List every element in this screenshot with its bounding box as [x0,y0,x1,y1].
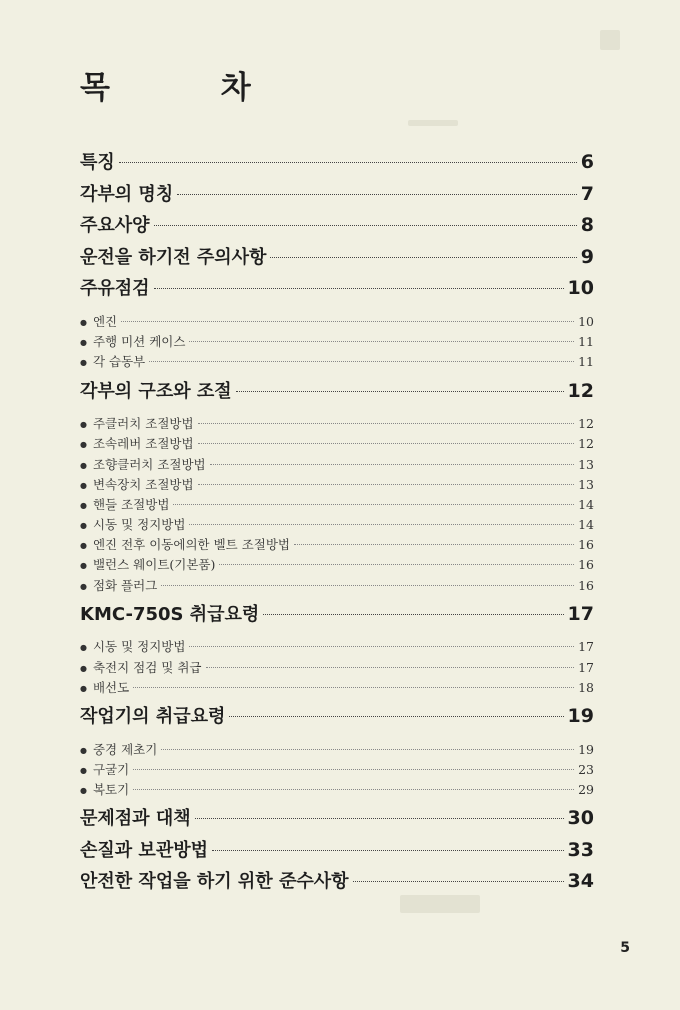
toc-subentry[interactable] [80,555,594,575]
toc-entry-label: 주요사양 [80,215,150,237]
toc-entry-label: 작업기의 취급요령 [80,705,226,727]
toc-entry-page: 19 [578,741,594,757]
toc-entry-page: 30 [567,807,594,830]
toc-entry-label: ● 엔진 [80,312,117,330]
toc-entry-label: ● 주행 미션 케이스 [80,332,185,350]
toc-entry-page: 12 [578,416,594,432]
toc-entry-page: 16 [578,557,594,573]
toc-entry[interactable] [80,148,594,180]
toc-entry-page: 14 [578,517,594,533]
toc-entry-label: ● 밸런스 웨이트(기본품) [80,555,215,573]
dot-leader [294,544,574,545]
toc-subentry[interactable] [80,678,594,698]
dot-leader [189,646,574,647]
toc-entry[interactable] [80,377,594,409]
dot-leader [154,225,577,226]
toc-subentry[interactable] [80,535,594,555]
toc-subentry[interactable] [80,515,594,535]
dot-leader [212,850,564,851]
toc-subentry[interactable] [80,637,594,657]
toc-entry[interactable] [80,243,594,275]
toc-entry-label: ● 엔진 전후 이동에의한 벨트 조절방법 [80,535,290,553]
toc-entry-page: 33 [567,838,594,861]
toc-entry[interactable] [80,867,594,899]
toc-subentry[interactable] [80,780,594,800]
toc-entry-page: 13 [578,456,594,472]
toc-entry[interactable] [80,804,594,836]
toc-entry-label: ● 중경 제초기 [80,740,157,758]
toc-subentry[interactable] [80,434,594,454]
paper-speck [600,30,620,50]
toc-entry-page: 10 [567,277,594,300]
dot-leader [189,341,574,342]
toc-entry-label: ● 조향클러치 조절방법 [80,455,206,473]
page-title: 목 차 [80,70,301,106]
toc-entry-label: 운전을 하기전 주의사항 [80,246,267,268]
toc-entry-page: 34 [567,870,594,893]
toc-subentry[interactable] [80,740,594,760]
toc-entry-page: 16 [578,577,594,593]
dot-leader [154,288,564,289]
toc-entry-page: 17 [578,659,594,675]
toc-subentry[interactable] [80,495,594,515]
dot-leader [195,818,564,819]
dot-leader [198,423,575,424]
toc-entry-label: ● 조속레버 조절방법 [80,434,194,452]
toc-entry-page: 23 [578,761,594,777]
toc-entry-label: KMC-750S 취급요령 [80,603,260,625]
page-number: 5 [620,940,630,956]
toc-entry-page: 14 [578,496,594,512]
toc-subentry[interactable] [80,312,594,332]
dot-leader [198,443,575,444]
dot-leader [206,667,575,668]
toc-subentry[interactable] [80,352,594,372]
toc-entry[interactable] [80,211,594,243]
toc-entry-page: 17 [578,639,594,655]
toc-entry-page: 11 [578,354,594,370]
toc-entry-label: 안전한 작업을 하기 위한 준수사항 [80,871,349,893]
toc-entry-page: 10 [578,313,594,329]
toc-entry[interactable] [80,180,594,212]
dot-leader [263,614,563,615]
toc-entry-page: 16 [578,537,594,553]
toc-entry[interactable] [80,600,594,632]
toc-entry-page: 12 [578,436,594,452]
toc-entry-page: 29 [578,781,594,797]
table-of-contents [80,148,594,899]
toc-entry-label: ● 구굴기 [80,760,129,778]
toc-subentry[interactable] [80,414,594,434]
dot-leader [229,716,563,717]
dot-leader [119,162,577,163]
toc-entry-page: 19 [567,704,594,727]
toc-entry-label: ● 축전지 점검 및 취급 [80,658,202,676]
toc-entry-page: 9 [580,245,594,268]
dot-leader [121,321,574,322]
toc-subentry[interactable] [80,475,594,495]
dot-leader [353,881,564,882]
dot-leader [133,687,574,688]
dot-leader [173,504,574,505]
toc-entry-label: ● 점화 플러그 [80,576,157,594]
toc-entry-page: 13 [578,476,594,492]
toc-entry[interactable] [80,274,594,306]
toc-entry-label: ● 변속장치 조절방법 [80,475,194,493]
toc-entry-label: ● 각 습동부 [80,352,145,370]
dot-leader [219,564,574,565]
paper-speck [408,120,458,126]
dot-leader [198,484,575,485]
toc-entry-label: 각부의 명칭 [80,183,174,205]
toc-entry-label: 문제점과 대책 [80,808,191,830]
dot-leader [177,194,577,195]
toc-entry-page: 12 [567,379,594,402]
dot-leader [210,464,574,465]
dot-leader [133,769,574,770]
toc-entry-page: 11 [578,334,594,350]
toc-entry[interactable] [80,836,594,868]
dot-leader [161,585,574,586]
toc-entry-label: 주유점검 [80,278,150,300]
toc-subentry[interactable] [80,332,594,352]
toc-entry-label: ● 배선도 [80,678,129,696]
dot-leader [133,789,574,790]
dot-leader [189,524,574,525]
toc-entry-label: 특징 [80,152,115,173]
toc-entry-label: ● 시동 및 정지방법 [80,515,185,533]
toc-subentry[interactable] [80,576,594,596]
toc-entry[interactable] [80,702,594,734]
dot-leader [236,391,564,392]
toc-entry-label: 손질과 보관방법 [80,839,208,861]
toc-entry-page: 8 [580,214,594,237]
toc-entry-page: 17 [567,602,594,625]
dot-leader [149,361,574,362]
toc-entry-label: ● 시동 및 정지방법 [80,637,185,655]
toc-subentry[interactable] [80,658,594,678]
toc-entry-label: 각부의 구조와 조절 [80,380,232,402]
toc-entry-label: ● 복토기 [80,780,129,798]
dot-leader [270,257,576,258]
toc-entry-page: 6 [580,151,594,173]
toc-entry-page: 18 [578,679,594,695]
toc-entry-page: 7 [580,182,594,205]
toc-subentry[interactable] [80,455,594,475]
toc-entry-label: ● 주클러치 조절방법 [80,414,194,432]
dot-leader [161,749,574,750]
toc-entry-label: ● 핸들 조절방법 [80,495,169,513]
toc-subentry[interactable] [80,760,594,780]
